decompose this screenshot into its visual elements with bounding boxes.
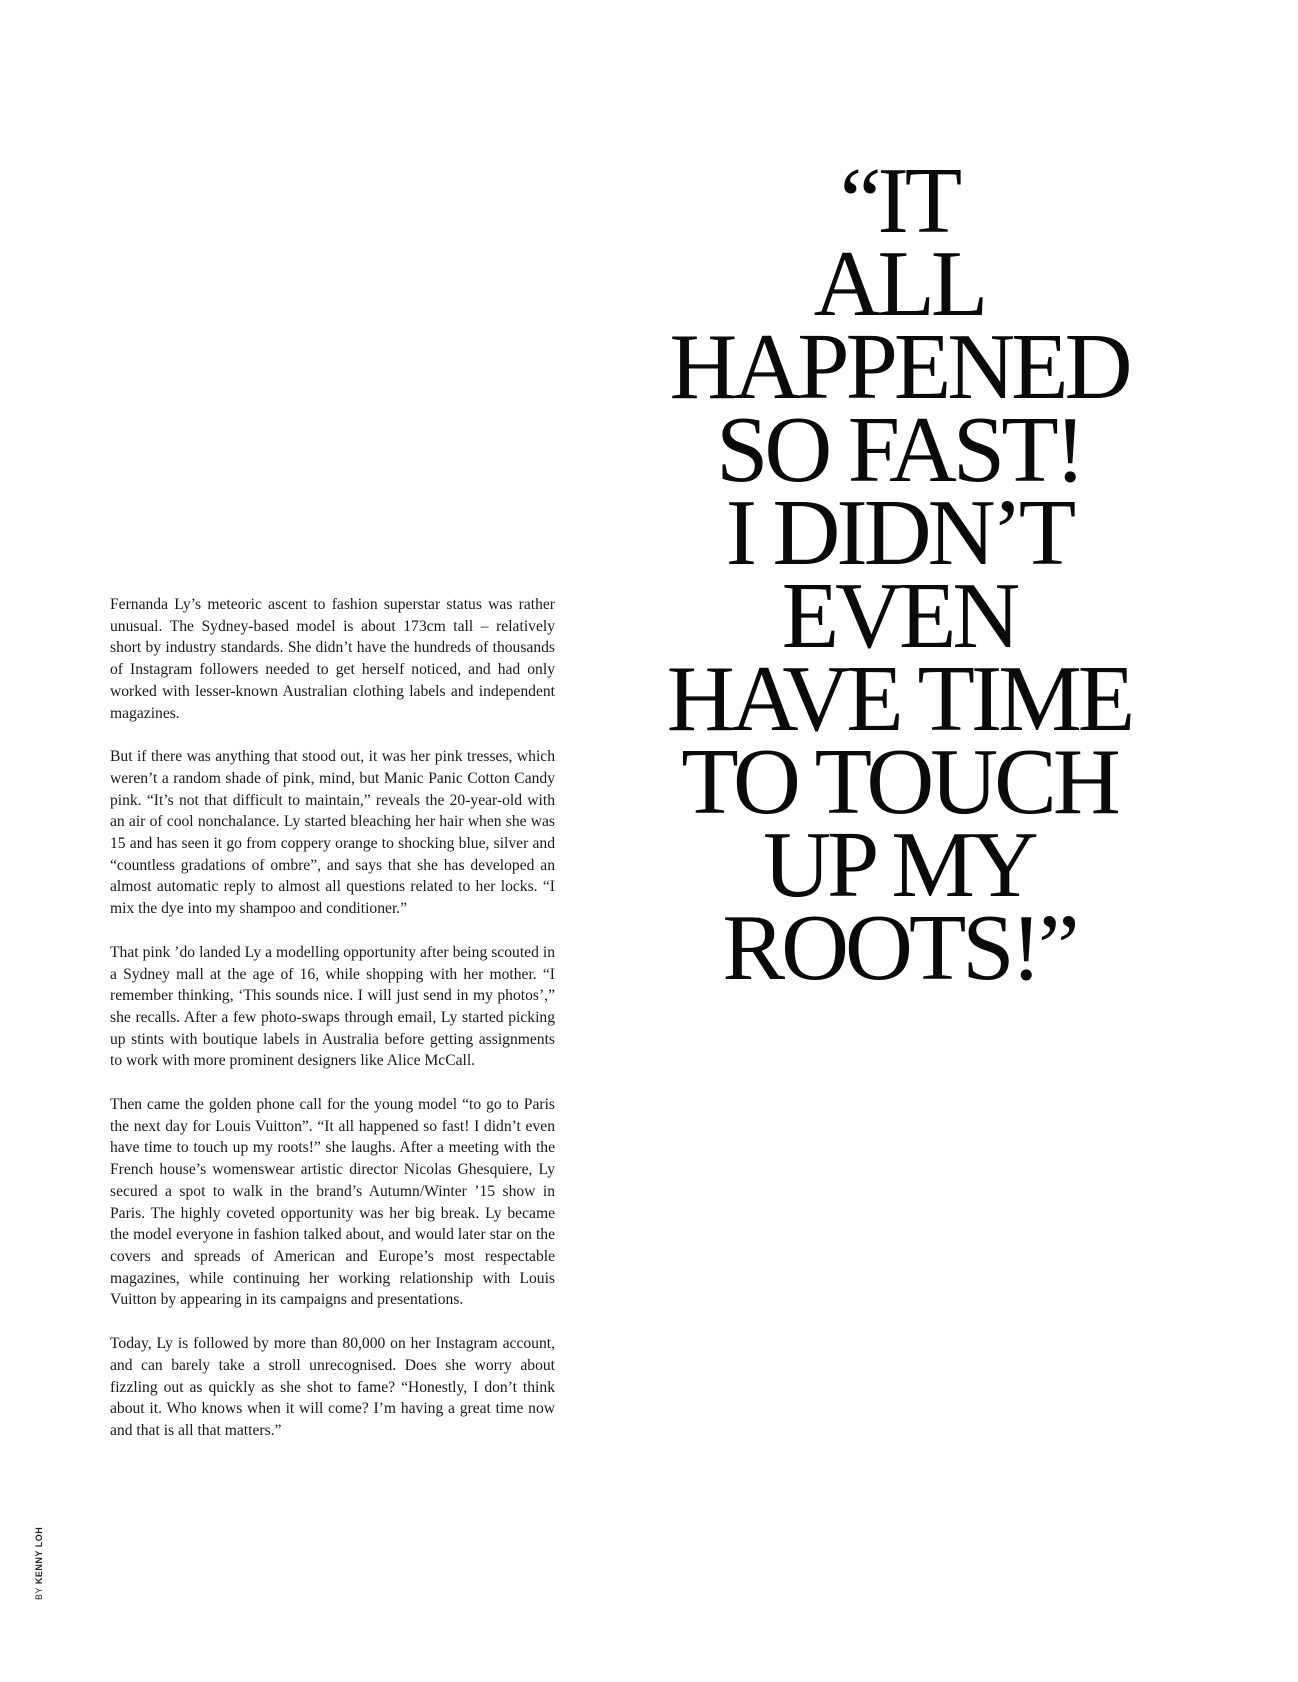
article-paragraph: That pink ’do landed Ly a modelling opportunity after being scouted in a Sydney mall at the age of 16, while shopping with her mother. “I remember thinking, ‘This sounds nice. I will just send in my photos’,” she recalls. After a few photo-swaps through email, Ly started picking up stints with boutique labels in Australia before getting assignments to work with more prominent designers like Alice McCall. bbox=[110, 943, 555, 1070]
pull-quote-line: TO TOUCH bbox=[681, 730, 1117, 834]
pull-quote-line: “IT bbox=[839, 149, 959, 253]
pull-quote-line: UP MY bbox=[763, 813, 1035, 917]
article-paragraph: Then came the golden phone call for the young model “to go to Paris the next day for Louis Vuitton”. “It all happened so fast! I didn’t even have time to touch up my roots!” she laughs. After a meeting with the French house’s womenswear artistic director Nicolas Ghesquiere, Ly secured a spot to walk in the brand’s Autumn/Winter ’15 show in Paris. The highly coveted opportunity was her big break. Ly became the model everyone in fashion talked about, and would later star on the covers and spreads of American and Europe’s most respectable magazines, while continuing her working relationship with Louis Vuitton by appearing in its campaigns and presentations. bbox=[110, 1096, 555, 1309]
pull-quote-line: HAPPENED bbox=[669, 315, 1129, 419]
article-paragraph: Today, Ly is followed by more than 80,000 on her Instagram account, and can barely take a stroll unrecognised. Does she worry about fizzling out as quickly as she shot to fame? “Honestly, I don’t think about it. Who knows when it will come? I’m having a great time now and that is all that matters.” bbox=[110, 1335, 555, 1439]
article-paragraph: Fernanda Ly’s meteoric ascent to fashion superstar status was rather unusual. The Sydney-based model is about 173cm tall – relatively short by industry standards. She didn’t have the hundreds of thousands of Instagram followers needed to get herself noticed, and had only worked with lesser-known Australian clothing labels and independent magazines. bbox=[110, 596, 555, 722]
pull-quote-line: EVEN bbox=[781, 564, 1017, 668]
byline-author: KENNY LOH bbox=[34, 1526, 44, 1585]
article-paragraph: But if there was anything that stood out, it was her pink tresses, which weren’t a random shade of pink, mind, but Manic Panic Cotton Candy pink. “It’s not that difficult to maintain,” reveals the 20-year-old with an air of cool nonchalance. Ly started bleaching her hair when she was 15 and has seen it go from coppery orange to shocking blue, silver and “countless gradations of ombre”, and says that she has developed an almost automatic reply to almost all questions related to her locks. “I mix the dye into my shampoo and conditioner.” bbox=[110, 748, 555, 918]
pull-quote-line: SO FAST! bbox=[716, 398, 1082, 502]
pull-quote bbox=[604, 149, 1194, 1000]
byline bbox=[34, 1527, 44, 1600]
article-body bbox=[110, 594, 555, 1464]
byline-prefix: BY bbox=[34, 1587, 44, 1600]
pull-quote-line: HAVE TIME bbox=[666, 647, 1132, 751]
pull-quote-line: ROOTS!” bbox=[722, 896, 1076, 1000]
pull-quote-line: I DIDN’T bbox=[725, 481, 1073, 585]
pull-quote-line: ALL bbox=[813, 232, 985, 336]
